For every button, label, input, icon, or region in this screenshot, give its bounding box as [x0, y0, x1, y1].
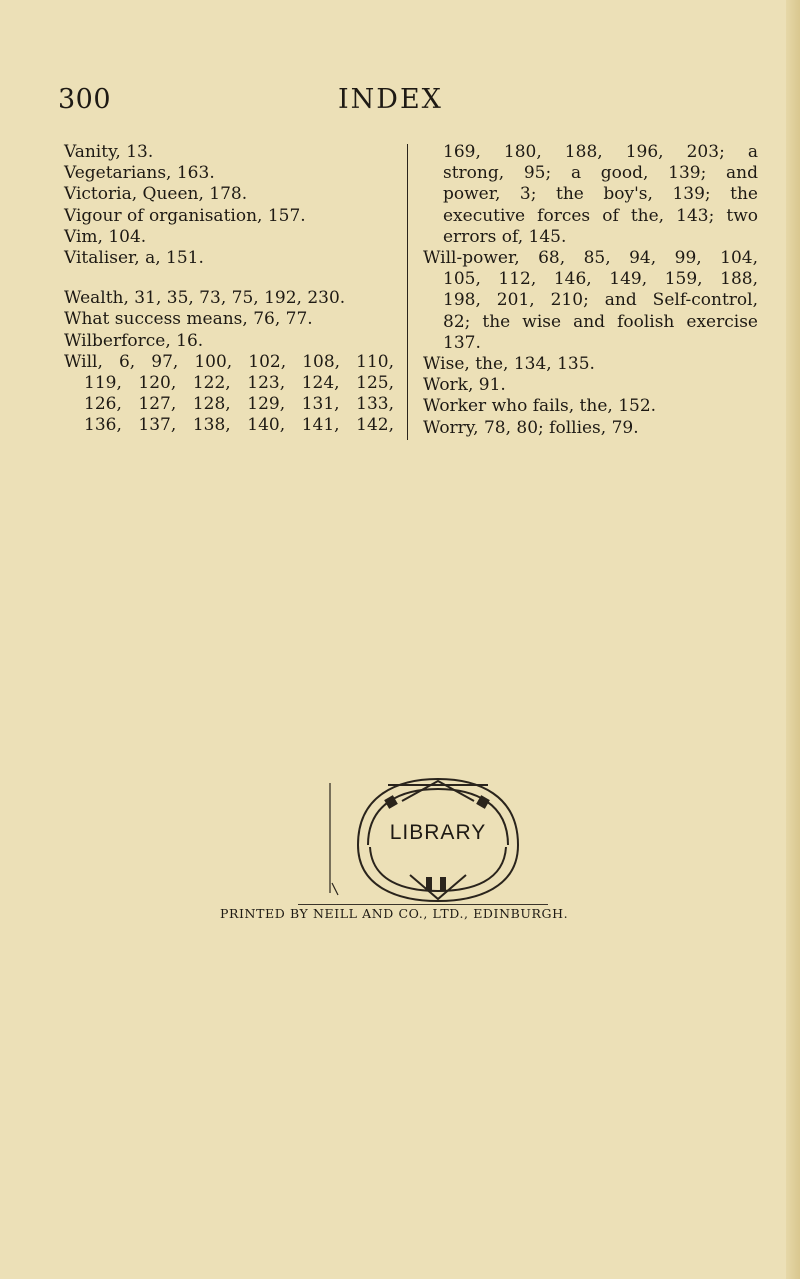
index-entry-continuation: 136, 137, 138, 140, 141, 142, — [84, 415, 394, 436]
index-entry: What success means, 76, 77. — [64, 309, 313, 330]
index-entry-continuation: 126, 127, 128, 129, 131, 133, — [84, 394, 394, 415]
page-edge-shadow — [786, 0, 800, 1279]
index-entry-continuation: errors of, 145. — [443, 226, 567, 247]
index-entry: Vegetarians, 163. — [64, 163, 215, 184]
index-entry-continuation: 119, 120, 122, 123, 124, 125, — [84, 373, 394, 394]
index-entry: Wealth, 31, 35, 73, 75, 192, 230. — [64, 288, 346, 309]
index-entry-continuation: 137. — [443, 332, 481, 353]
letter-group-gap — [64, 269, 394, 288]
index-entry-continuation: strong, 95; a good, 139; and — [443, 163, 758, 184]
index-entry: Vigour of organisation, 157. — [64, 205, 306, 226]
index-entry: Wilberforce, 16. — [64, 330, 204, 351]
index-entry: Worker who fails, the, 152. — [423, 396, 657, 417]
index-entry-continuation: power, 3; the boy's, 139; the — [443, 184, 758, 205]
imprint-rule — [298, 904, 548, 905]
index-entry-continuation: 169, 180, 188, 196, 203; a — [443, 142, 758, 162]
index-column-right — [423, 142, 758, 439]
index-entry: Will-power, 68, 85, 94, 99, 104, — [423, 248, 758, 269]
index-entry: Wise, the, 134, 135. — [423, 354, 595, 375]
index-entry: Victoria, Queen, 178. — [64, 184, 248, 205]
index-entry: Worry, 78, 80; follies, 79. — [423, 417, 639, 438]
index-entry: Vanity, 13. — [64, 142, 154, 162]
index-entry: Vim, 104. — [64, 226, 147, 247]
index-entry: Work, 91. — [423, 375, 506, 396]
index-entry-continuation: executive forces of the, 143; two — [443, 205, 758, 226]
index-entry-continuation: 198, 201, 210; and Self-control, — [443, 290, 758, 311]
index-column-left — [64, 142, 394, 437]
index-entry: Vitaliser, a, 151. — [64, 248, 204, 269]
index-entry: Will, 6, 97, 100, 102, 108, 110, — [64, 351, 394, 372]
column-divider — [407, 144, 408, 440]
index-entry-continuation: 82; the wise and foolish exercise — [443, 311, 758, 332]
running-head: INDEX — [338, 84, 443, 115]
library-stamp — [328, 775, 548, 905]
index-entry-continuation: 105, 112, 146, 149, 159, 188, — [443, 269, 758, 290]
page-number: 300 — [58, 84, 112, 115]
page-header — [0, 84, 800, 124]
library-stamp-label: LIBRARY — [389, 821, 487, 844]
printer-imprint: PRINTED BY NEILL AND CO., LTD., EDINBURGH. — [220, 906, 569, 921]
